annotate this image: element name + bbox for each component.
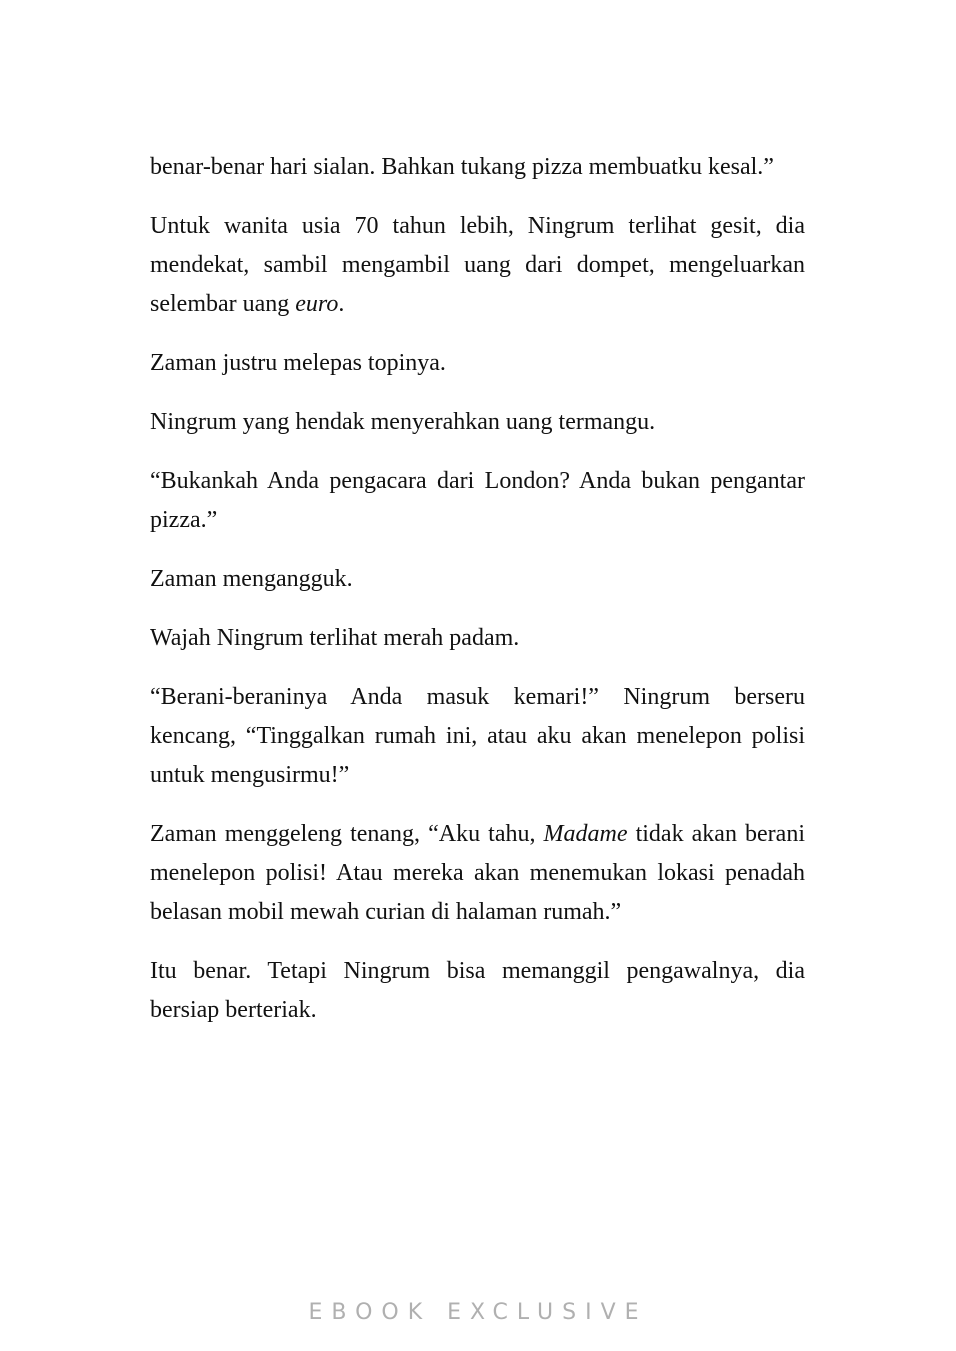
paragraph bbox=[150, 462, 805, 540]
text-segment: Wajah Ningrum terlihat merah padam. bbox=[150, 625, 520, 651]
text-segment: Untuk wanita usia 70 tahun lebih, Ningrum terlihat gesit, dia mendekat, sambil mengambil uang dari dompet, mengeluarkan selembar uang bbox=[150, 213, 805, 317]
paragraph bbox=[150, 560, 805, 599]
paragraph bbox=[150, 207, 805, 324]
text-segment: Zaman menggeleng tenang, “Aku tahu, bbox=[150, 821, 544, 847]
text-segment: Zaman justru melepas topinya. bbox=[150, 350, 446, 376]
page-body bbox=[150, 148, 805, 1050]
italic-text: euro bbox=[295, 291, 339, 317]
paragraph bbox=[150, 815, 805, 932]
text-segment: Ningrum yang hendak menyerahkan uang termangu. bbox=[150, 409, 656, 435]
text-segment: “Bukankah Anda pengacara dari London? Anda bukan pengantar pizza.” bbox=[150, 468, 805, 533]
text-segment: “Berani-beraninya Anda masuk kemari!” Ningrum berseru kencang, “Tinggalkan rumah ini, atau aku akan menelepon polisi untuk mengusirmu!” bbox=[150, 684, 805, 788]
paragraph bbox=[150, 344, 805, 383]
italic-text: Madame bbox=[543, 821, 628, 847]
text-segment: Itu benar. Tetapi Ningrum bisa memanggil pengawalnya, dia bersiap berteriak. bbox=[150, 958, 805, 1023]
text-segment: . bbox=[338, 291, 345, 317]
paragraph bbox=[150, 403, 805, 442]
paragraph bbox=[150, 678, 805, 795]
paragraph bbox=[150, 952, 805, 1030]
paragraph bbox=[150, 619, 805, 658]
text-segment: tidak akan berani menelepon polisi! Atau mereka akan menemukan lokasi penadah belasan mobil mewah curian di halaman rumah.” bbox=[150, 821, 805, 925]
footer-label: EBOOK EXCLUSIVE bbox=[308, 1300, 648, 1325]
paragraph bbox=[150, 148, 805, 187]
text-segment: Zaman mengangguk. bbox=[150, 566, 353, 592]
text-segment: benar-benar hari sialan. Bahkan tukang pizza membuatku kesal.” bbox=[150, 154, 774, 180]
